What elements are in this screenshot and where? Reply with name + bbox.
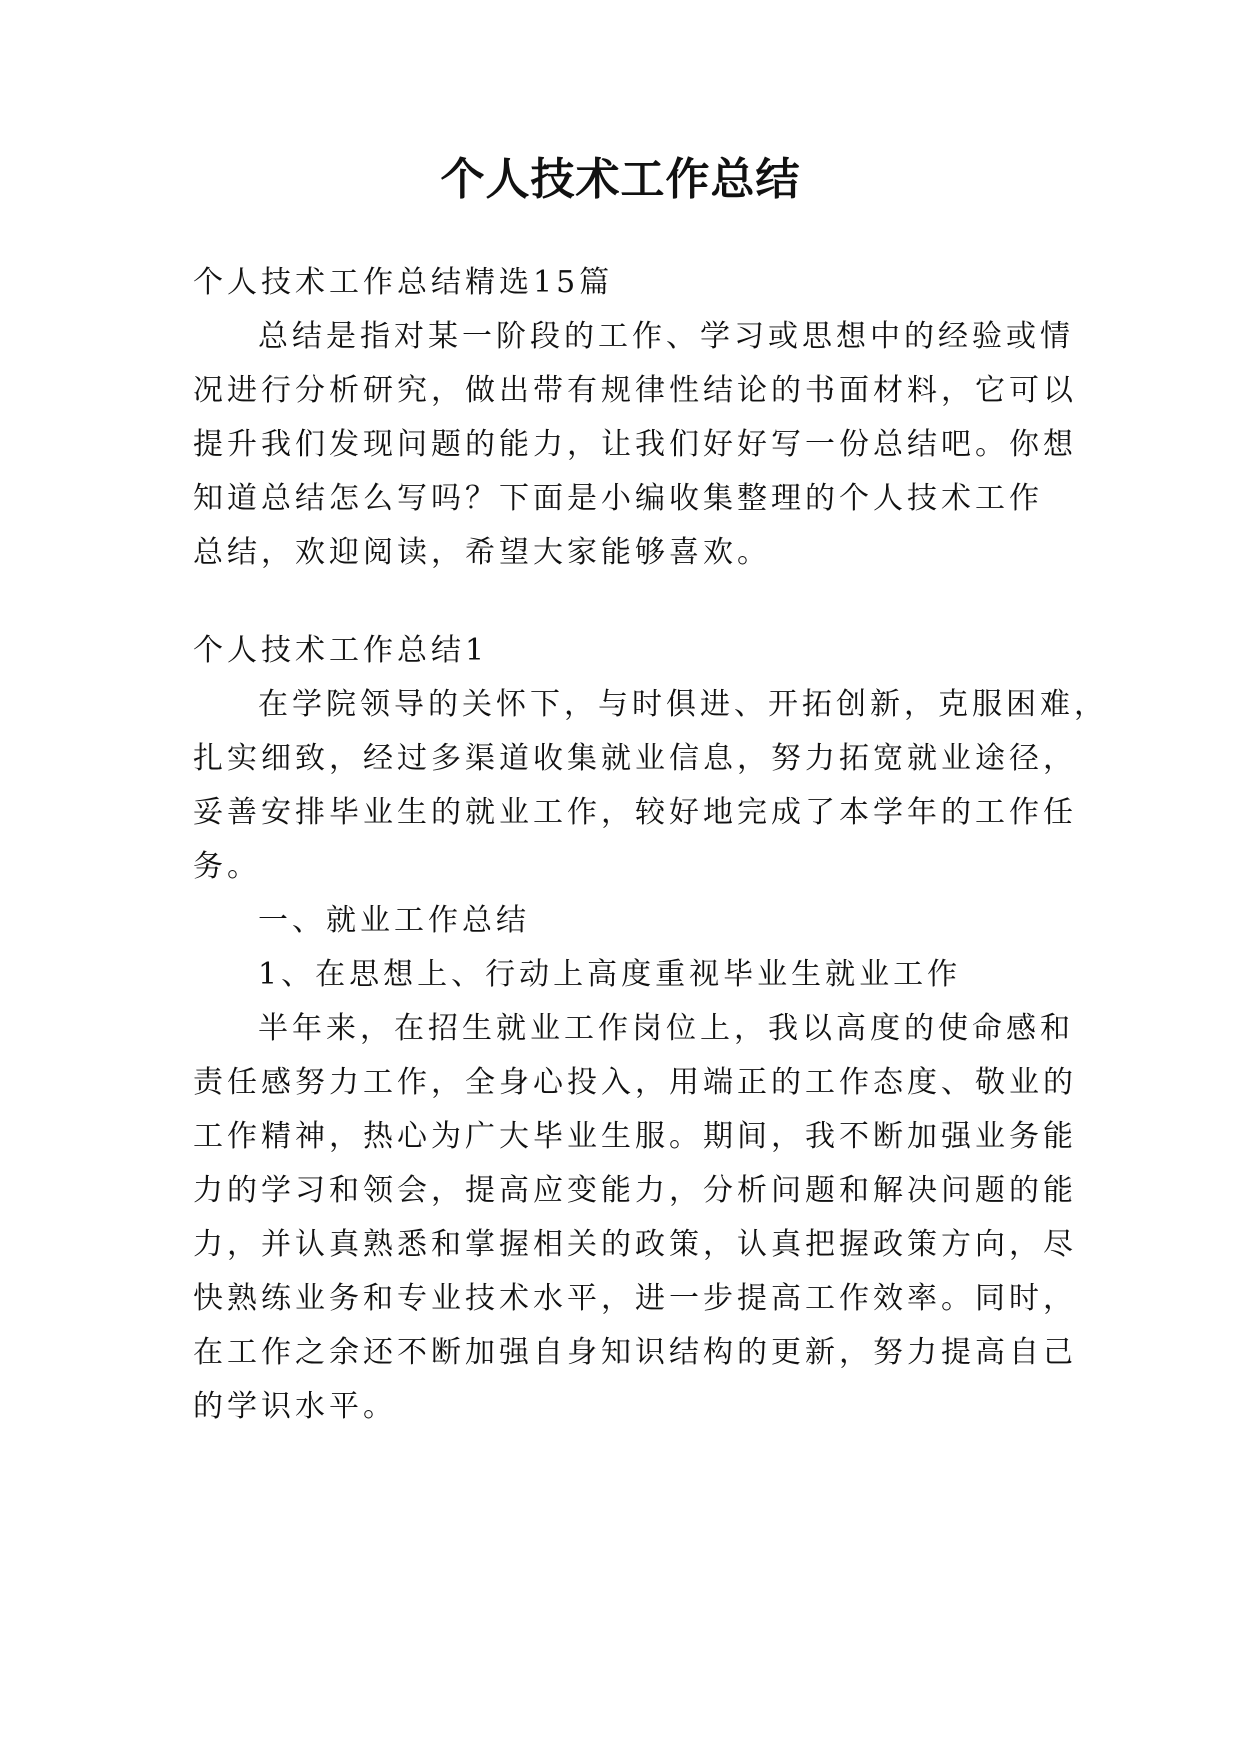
paragraph-line: 扎实细致，经过多渠道收集就业信息，努力拓宽就业途径， — [193, 741, 1077, 776]
paragraph-line: 妥善安排毕业生的就业工作，较好地完成了本学年的工作任 — [193, 795, 1077, 830]
paragraph-line: 责任感努力工作，全身心投入，用端正的工作态度、敬业的 — [193, 1065, 1077, 1100]
paragraph-line: 力，并认真熟悉和掌握相关的政策，认真把握政策方向，尽 — [193, 1227, 1077, 1262]
intro-line: 知道总结怎么写吗？下面是小编收集整理的个人技术工作 — [193, 481, 1043, 516]
paragraph-line: 在学院领导的关怀下，与时俱进、开拓创新，克服困难， — [258, 687, 1108, 722]
paragraph-line: 工作精神，热心为广大毕业生服。期间，我不断加强业务能 — [193, 1119, 1077, 1154]
intro-line: 总结是指对某一阶段的工作、学习或思想中的经验或情 — [258, 319, 1074, 354]
paragraph-line: 力的学习和领会，提高应变能力，分析问题和解决问题的能 — [193, 1173, 1077, 1208]
paragraph-line: 务。 — [193, 849, 261, 884]
paragraph-line: 快熟练业务和专业技术水平，进一步提高工作效率。同时， — [193, 1281, 1077, 1316]
subsection-subheading: 1、在思想上、行动上高度重视毕业生就业工作 — [258, 957, 962, 992]
paragraph-line: 在工作之余还不断加强自身知识结构的更新，努力提高自己 — [193, 1335, 1077, 1370]
document-subtitle: 个人技术工作总结精选15篇 — [193, 265, 614, 300]
intro-line: 提升我们发现问题的能力，让我们好好写一份总结吧。你想 — [193, 427, 1077, 462]
paragraph-line: 的学识水平。 — [193, 1389, 397, 1424]
section-heading: 个人技术工作总结1 — [193, 633, 489, 668]
intro-line: 况进行分析研究，做出带有规律性结论的书面材料，它可以 — [193, 373, 1077, 408]
subsection-heading: 一、就业工作总结 — [258, 903, 530, 938]
paragraph-line: 半年来，在招生就业工作岗位上，我以高度的使命感和 — [258, 1011, 1074, 1046]
intro-line: 总结，欢迎阅读，希望大家能够喜欢。 — [193, 535, 771, 570]
document-title: 个人技术工作总结 — [440, 154, 801, 205]
